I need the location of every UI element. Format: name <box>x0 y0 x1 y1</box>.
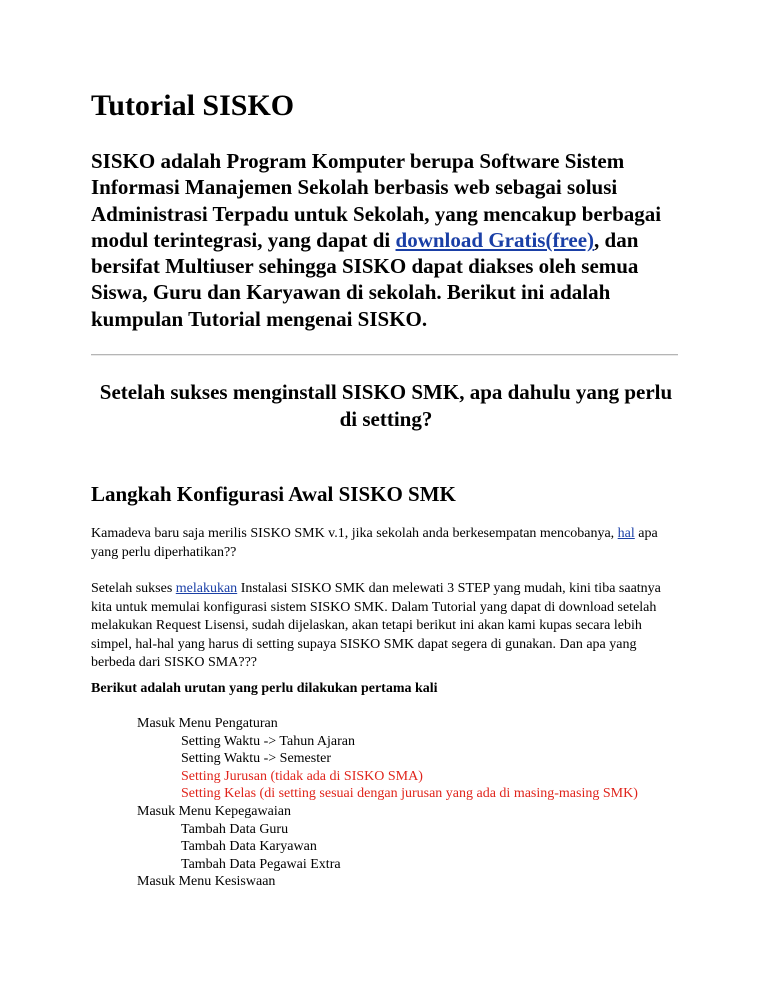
substep-item-highlighted: Setting Jurusan (tidak ada di SISKO SMA) <box>181 768 423 784</box>
intro-paragraph <box>91 148 681 332</box>
question-heading: Setelah sukses menginstall SISKO SMK, apa dahulu yang perlu di setting? <box>99 380 673 431</box>
para1-text-end: apa yang perlu diperhatikan?? <box>91 526 658 560</box>
substep-item: Tambah Data Pegawai Extra <box>181 856 341 872</box>
hal-link[interactable]: hal <box>617 526 635 541</box>
melakukan-link[interactable]: melakukan <box>175 581 238 596</box>
substep-item: Setting Waktu -> Tahun Ajaran <box>181 733 356 749</box>
substep-item: Setting Waktu -> Semester <box>181 751 331 767</box>
step-item: Masuk Menu Kesiswaan <box>137 874 276 890</box>
paragraph-installation <box>91 580 683 673</box>
para2-text-end: Instalasi SISKO SMK dan melewati 3 STEP yang mudah, kini tiba saatnya kita untuk memulai konfigurasi sistem SISKO SMK. Dalam Tutorial yang dapat di download setelah melakukan Request Lisensi, sudah dijelaskan, akan tetapi berikut ini akan kami kupas secara lebih simpel, hal-hal yang harus di setting supaya SISKO SMK dapat segera di gunakan. Dan apa yang berbeda dari SISKO SMA??? <box>91 581 661 670</box>
paragraph-intro-release <box>91 525 683 562</box>
substep-item-highlighted: Setting Kelas (di setting sesuai dengan jurusan yang ada di masing-masing SMK) <box>181 786 638 802</box>
page-title: Tutorial SISKO <box>91 89 295 122</box>
substep-item: Tambah Data Karyawan <box>181 839 317 855</box>
step-item: Masuk Menu Kepegawaian <box>137 803 291 819</box>
section-heading: Langkah Konfigurasi Awal SISKO SMK <box>91 482 456 506</box>
substep-item: Tambah Data Guru <box>181 821 289 837</box>
para1-text-start: Kamadeva baru saja merilis SISKO SMK v.1, jika sekolah anda berkesempatan mencobanya, <box>91 526 618 541</box>
steps-list <box>91 715 691 891</box>
step-item: Masuk Menu Pengaturan <box>137 716 278 731</box>
download-link[interactable]: download Gratis(free) <box>395 227 595 252</box>
divider <box>91 354 678 356</box>
intro-text-start: SISKO adalah Program Komputer berupa Software Sistem Informasi Manajemen Sekolah berbasis web sebagai solusi Administrasi Terpadu untuk Sekolah, yang mencakup berbagai modul terintegrasi, yang dapat di <box>91 149 662 252</box>
intro-text-end: , dan bersifat Multiuser sehingga SISKO dapat diakses oleh semua Siswa, Guru dan Karyawan di sekolah. Berikut ini adalah kumpulan Tutorial mengenai SISKO. <box>91 227 639 331</box>
steps-heading: Berikut adalah urutan yang perlu dilakukan pertama kali <box>91 681 438 696</box>
para2-text-start: Setelah sukses <box>91 581 176 596</box>
